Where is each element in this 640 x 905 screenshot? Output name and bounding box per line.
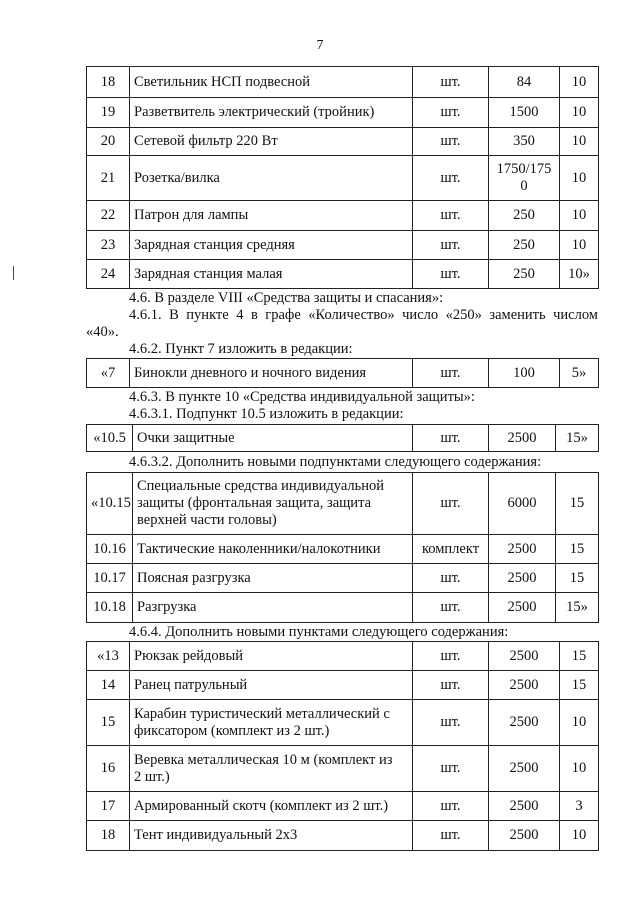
table-row [87, 359, 599, 388]
item-unit: шт. [413, 98, 489, 128]
table-row [87, 128, 599, 156]
paragraph-4-6-1-cont: «40». [86, 324, 119, 340]
item-term: 15 [556, 473, 599, 535]
item-name: Ранец патрульный [130, 671, 413, 700]
item-unit: шт. [413, 700, 489, 746]
row-number: 15 [87, 700, 130, 746]
item-quantity: 2500 [489, 564, 556, 593]
quantity-line: 1750/175 [496, 161, 552, 177]
item-name: Рюкзак рейдовый [130, 642, 413, 671]
item-name: Тактические наколенники/налокотники [133, 535, 413, 564]
table-row [87, 201, 599, 231]
item-quantity: 2500 [489, 642, 560, 671]
item-unit: шт. [413, 671, 489, 700]
name-line: фиксатором (комплект из 2 шт.) [134, 722, 330, 739]
row-number: 17 [87, 792, 130, 821]
row-number: 22 [87, 201, 130, 231]
name-line: Специальные средства индивидуальной [137, 478, 385, 494]
row-number: 10.18 [87, 593, 133, 623]
item-term: 10 [560, 700, 599, 746]
item-unit: шт. [413, 473, 489, 535]
item-quantity: 2500 [489, 700, 560, 746]
row-number: 24 [87, 260, 130, 289]
item-unit: шт. [413, 359, 489, 388]
item-unit: комплект [413, 535, 489, 564]
paragraph-4-6-4: 4.6.4. Дополнить новыми пунктами следующего содержания: [129, 624, 509, 640]
table-row [87, 473, 599, 535]
item-quantity: 84 [489, 67, 560, 98]
item-quantity: 2500 [489, 593, 556, 623]
name-line: верхней части головы) [137, 512, 277, 528]
table-protection-items [86, 472, 599, 623]
table-new-items [86, 641, 599, 851]
table-row [87, 425, 599, 452]
item-quantity: 1500 [489, 98, 560, 128]
row-number: 20 [87, 128, 130, 156]
item-name: Разгрузка [133, 593, 413, 623]
item-term: 10 [560, 821, 599, 851]
table-row [87, 593, 599, 623]
item-name [130, 700, 413, 746]
item-unit: шт. [413, 231, 489, 260]
item-name: Бинокли дневного и ночного видения [130, 359, 413, 388]
item-term: 10 [560, 231, 599, 260]
item-quantity: 2500 [489, 535, 556, 564]
item-term: 15 [560, 642, 599, 671]
item-unit: шт. [413, 593, 489, 623]
table-row [87, 564, 599, 593]
row-number: 10.17 [87, 564, 133, 593]
item-unit: шт. [413, 821, 489, 851]
item-name [133, 473, 413, 535]
item-quantity: 100 [489, 359, 560, 388]
margin-mark [13, 266, 14, 280]
item-term: 10 [560, 128, 599, 156]
paragraph-4-6-1: 4.6.1. В пункте 4 в графе «Количество» число «250» заменить числом [129, 307, 598, 323]
table-row [87, 821, 599, 851]
item-term: 10 [560, 67, 599, 98]
table-row [87, 156, 599, 201]
item-name: Поясная разгрузка [133, 564, 413, 593]
item-term: 10 [560, 156, 599, 201]
item-name: Патрон для лампы [130, 201, 413, 231]
row-number: 23 [87, 231, 130, 260]
item-name: Зарядная станция малая [130, 260, 413, 289]
name-line: Веревка металлическая 10 м (комплект из [134, 751, 393, 768]
paragraph-4-6-2: 4.6.2. Пункт 7 изложить в редакции: [129, 341, 353, 357]
item-quantity: 2500 [489, 671, 560, 700]
quantity-line: 0 [520, 178, 528, 194]
table-row [87, 642, 599, 671]
item-name: Разветвитель электрический (тройник) [130, 98, 413, 128]
item-unit: шт. [413, 67, 489, 98]
item-quantity [489, 156, 560, 201]
item-quantity: 2500 [489, 425, 556, 452]
item-term: 5» [560, 359, 599, 388]
item-name: Сетевой фильтр 220 Вт [130, 128, 413, 156]
table-section-vii [86, 66, 599, 289]
row-number: «10.15 [87, 473, 133, 535]
item-term: 15» [556, 425, 599, 452]
table-row [87, 260, 599, 289]
item-unit: шт. [413, 425, 489, 452]
item-name: Армированный скотч (комплект из 2 шт.) [130, 792, 413, 821]
item-unit: шт. [413, 156, 489, 201]
name-line: Карабин туристический металлический с [134, 705, 390, 722]
table-row [87, 231, 599, 260]
row-number: 21 [87, 156, 130, 201]
row-number: «13 [87, 642, 130, 671]
item-quantity: 250 [489, 201, 560, 231]
item-unit: шт. [413, 128, 489, 156]
item-term: 10 [560, 98, 599, 128]
table-row [87, 98, 599, 128]
item-term: 10 [560, 746, 599, 792]
item-unit: шт. [413, 642, 489, 671]
table-goggles [86, 424, 599, 452]
item-unit: шт. [413, 260, 489, 289]
name-line: 2 шт.) [134, 768, 170, 785]
table-row [87, 792, 599, 821]
item-term: 15 [556, 564, 599, 593]
item-quantity: 2500 [489, 792, 560, 821]
item-quantity: 250 [489, 231, 560, 260]
page-number: 7 [316, 38, 324, 53]
name-line: защиты (фронтальная защита, защита [137, 495, 372, 511]
paragraph-4-6-3-2: 4.6.3.2. Дополнить новыми подпунктами следующего содержания: [129, 454, 542, 470]
item-term: 15 [556, 535, 599, 564]
item-name: Тент индивидуальный 2х3 [130, 821, 413, 851]
paragraph-4-6-3: 4.6.3. В пункте 10 «Средства индивидуальной защиты»: [129, 389, 475, 405]
item-name: Розетка/вилка [130, 156, 413, 201]
item-quantity: 6000 [489, 473, 556, 535]
item-unit: шт. [413, 792, 489, 821]
table-row [87, 671, 599, 700]
row-number: 10.16 [87, 535, 133, 564]
item-quantity: 2500 [489, 821, 560, 851]
item-name: Светильник НСП подвесной [130, 67, 413, 98]
item-unit: шт. [413, 564, 489, 593]
row-number: 18 [87, 67, 130, 98]
row-number: «10.5 [87, 425, 133, 452]
item-term: 15» [556, 593, 599, 623]
row-number: 18 [87, 821, 130, 851]
table-row [87, 535, 599, 564]
row-number: «7 [87, 359, 130, 388]
item-name [130, 746, 413, 792]
item-term: 10 [560, 201, 599, 231]
item-name: Зарядная станция средняя [130, 231, 413, 260]
row-number: 14 [87, 671, 130, 700]
table-binoculars [86, 358, 599, 388]
item-term: 3 [560, 792, 599, 821]
row-number: 19 [87, 98, 130, 128]
item-quantity: 350 [489, 128, 560, 156]
item-quantity: 2500 [489, 746, 560, 792]
paragraph-4-6: 4.6. В разделе VIII «Средства защиты и спасания»: [129, 290, 444, 306]
table-row [87, 746, 599, 792]
item-term: 15 [560, 671, 599, 700]
paragraph-4-6-3-1: 4.6.3.1. Подпункт 10.5 изложить в редакции: [129, 406, 404, 422]
item-unit: шт. [413, 746, 489, 792]
item-term: 10» [560, 260, 599, 289]
row-number: 16 [87, 746, 130, 792]
item-name: Очки защитные [133, 425, 413, 452]
item-unit: шт. [413, 201, 489, 231]
table-row [87, 700, 599, 746]
item-quantity: 250 [489, 260, 560, 289]
table-row [87, 67, 599, 98]
